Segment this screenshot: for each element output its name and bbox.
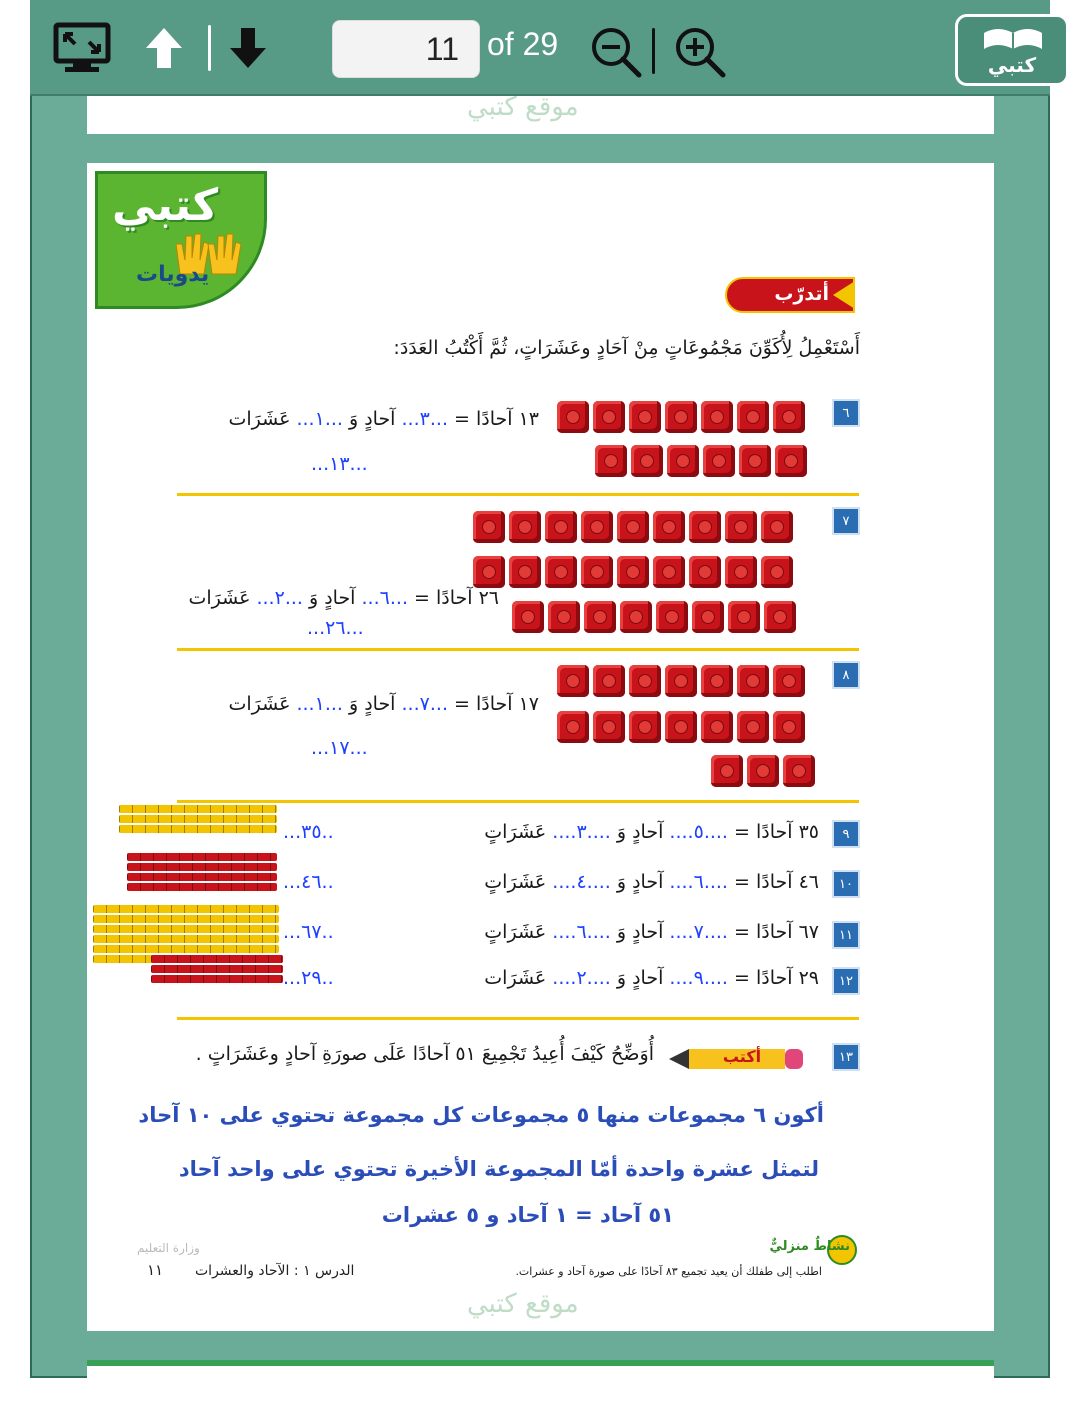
tens-rod <box>93 915 279 923</box>
lesson-footer: الدرس ١ : الآحاد والعشرات <box>195 1263 355 1279</box>
tens-rod <box>127 883 277 891</box>
ones-answer: ....٩.... <box>669 967 728 989</box>
tens-label: عَشَرَاتٍ <box>484 871 553 893</box>
unit-block <box>593 665 625 697</box>
practice-label: أتدرّب <box>774 283 829 305</box>
badge-subtitle: يدويات <box>136 262 210 287</box>
tens-rod <box>119 805 277 813</box>
unit-block <box>545 511 577 543</box>
exercise-text: ٢٩ آحادًا = <box>727 967 819 989</box>
unit-block <box>617 556 649 588</box>
unit-block <box>620 601 652 633</box>
unit-block <box>703 445 735 477</box>
unit-block <box>761 556 793 588</box>
unit-block <box>725 511 757 543</box>
exercise-number: ١٢ <box>832 967 860 995</box>
screen-mode-icon[interactable] <box>52 22 112 74</box>
unit-block <box>701 711 733 743</box>
page-count-label: of 29 <box>487 26 559 62</box>
tens-answer: ....٣.... <box>552 821 611 843</box>
unit-block <box>581 511 613 543</box>
exercise-text: ١٧ آحادًا = <box>447 693 539 715</box>
section-divider <box>177 493 859 496</box>
unit-block <box>593 401 625 433</box>
unit-block <box>737 401 769 433</box>
exercise-line <box>484 871 819 893</box>
zoom-out-icon[interactable] <box>588 24 644 80</box>
unit-block <box>773 711 805 743</box>
q13-answer-line-3: ٥١ آحاد = ١ آحاد و ٥ عشرات <box>381 1203 674 1227</box>
unit-block <box>595 445 627 477</box>
tens-rod <box>93 925 279 933</box>
exercise-line <box>484 921 819 943</box>
exercise-number: ١٣ <box>832 1043 860 1071</box>
unit-blocks-row <box>473 556 793 588</box>
arrow-up-icon[interactable] <box>142 26 186 70</box>
unit-block <box>512 601 544 633</box>
exercise-line <box>484 821 819 843</box>
exercise-number: ٧ <box>832 507 860 535</box>
tens-answer: ....٤.... <box>552 871 611 893</box>
unit-block <box>617 511 649 543</box>
kutubi-logo-button[interactable] <box>955 14 1069 86</box>
next-page-strip <box>87 1360 994 1378</box>
ones-label: آحادٍ وَ <box>610 967 670 989</box>
unit-block <box>473 511 505 543</box>
unit-blocks-row <box>711 755 815 787</box>
exercise-text: ٣٥ آحادًا = <box>727 821 819 843</box>
page-number: ١١ <box>147 1261 164 1279</box>
ministry-logo-text: وزارة التعليم <box>137 1241 200 1255</box>
unit-block <box>692 601 724 633</box>
unit-blocks-row <box>557 711 805 743</box>
tens-rod <box>151 955 283 963</box>
unit-block <box>783 755 815 787</box>
unit-block <box>665 401 697 433</box>
unit-block <box>509 556 541 588</box>
tens-label: عَشَرَات <box>228 408 297 430</box>
unit-block <box>701 401 733 433</box>
previous-page-strip <box>87 96 994 134</box>
manipulatives-badge <box>95 171 267 309</box>
unit-block <box>548 601 580 633</box>
home-activity-text: اطلب إلى طفلك أن يعيد تجميع ٨٣ آحادًا على صورة آحاد و عشرات. <box>515 1265 822 1278</box>
ones-answer: ...٣... <box>401 408 448 430</box>
ones-label: آحادٍ وَ <box>342 693 402 715</box>
unit-block <box>656 601 688 633</box>
unit-block <box>629 711 661 743</box>
exercise-text: ٤٦ آحادًا = <box>727 871 819 893</box>
ones-label: آحادٍ وَ <box>610 871 670 893</box>
total-answer: ..٢٩... <box>283 967 334 989</box>
unit-block <box>689 556 721 588</box>
unit-blocks-row <box>512 601 796 633</box>
toolbar-separator <box>208 25 211 71</box>
unit-block <box>653 556 685 588</box>
unit-block <box>631 445 663 477</box>
unit-block <box>728 601 760 633</box>
arrow-left-icon <box>829 279 857 311</box>
tens-label: عَشَرَاتٍ <box>484 921 553 943</box>
unit-block <box>773 665 805 697</box>
unit-block <box>581 556 613 588</box>
arrow-down-icon[interactable] <box>226 26 270 70</box>
exercise-text: ١٣ آحادًا = <box>447 408 539 430</box>
book-icon <box>980 23 1046 53</box>
unit-blocks-row <box>557 401 805 433</box>
unit-block <box>775 445 807 477</box>
tens-label: عَشَرَاتٍ <box>484 821 553 843</box>
section-divider <box>177 648 859 651</box>
exercise-number: ٨ <box>832 661 860 689</box>
unit-block <box>557 711 589 743</box>
tens-label: عَشَرَات <box>228 693 297 715</box>
exercise-text: ٢٦ آحادًا = <box>407 587 499 609</box>
total-answer: ..٣٥... <box>283 821 334 843</box>
tens-answer: ...٢... <box>256 587 303 609</box>
tens-answer: ...١... <box>296 693 343 715</box>
tens-answer: ....٦.... <box>552 921 611 943</box>
unit-block <box>557 665 589 697</box>
tens-rod <box>151 965 283 973</box>
tens-rods-red <box>127 853 277 893</box>
tens-label: عَشَرَات <box>188 587 257 609</box>
watermark-top: موقع كتبي <box>467 96 579 122</box>
page-number-input[interactable]: 11 <box>332 20 480 78</box>
unit-block <box>725 556 757 588</box>
unit-block <box>737 711 769 743</box>
exercise-line <box>228 693 539 715</box>
unit-block <box>667 445 699 477</box>
total-answer: ...١٧... <box>311 737 368 759</box>
tens-rods-yellow <box>119 805 277 835</box>
q13-answer-line-2: لتمثل عشرة واحدة أمّا المجموعة الأخيرة تحتوي على واحد آحاد <box>178 1157 819 1181</box>
tens-rod <box>127 873 277 881</box>
badge-logo: كتبي <box>112 180 219 231</box>
total-answer: ...١٣... <box>311 453 368 475</box>
tens-rod <box>127 853 277 861</box>
ones-label: آحادٍ وَ <box>610 821 670 843</box>
unit-block <box>509 511 541 543</box>
home-activity-label: نشاطٌ منزليٌّ <box>769 1239 850 1254</box>
exercise-number: ١٠ <box>832 870 860 898</box>
tens-answer: ....٢.... <box>552 967 611 989</box>
section-divider <box>177 1017 859 1020</box>
exercise-line <box>228 408 539 430</box>
unit-block <box>557 401 589 433</box>
q13-question: أُوَضِّحُ كَيْفَ أُعِيدُ تَجْمِيعَ ٥١ آحادًا عَلَى صورَةِ آحادٍ وعَشَرَاتٍ . <box>195 1043 654 1065</box>
unit-block <box>629 401 661 433</box>
write-label: أكتب <box>722 1047 762 1066</box>
tens-rod <box>127 863 277 871</box>
tens-answer: ...١... <box>296 408 343 430</box>
logo-label: كتبي <box>987 53 1037 77</box>
unit-block <box>761 511 793 543</box>
tens-rod <box>93 935 279 943</box>
ones-answer: ....٦.... <box>669 871 728 893</box>
q13-answer-line-1: أكون ٦ مجموعات منها ٥ مجموعات كل مجموعة تحتوي على ١٠ آحاد <box>138 1103 824 1127</box>
exercise-text: ٦٧ آحادًا = <box>727 921 819 943</box>
unit-block <box>773 401 805 433</box>
unit-block <box>653 511 685 543</box>
tens-rod <box>93 905 279 913</box>
write-pencil-label <box>667 1045 805 1073</box>
ones-answer: ....٧.... <box>669 921 728 943</box>
exercise-number: ١١ <box>832 921 860 949</box>
unit-block <box>711 755 743 787</box>
unit-block <box>689 511 721 543</box>
unit-blocks-row <box>557 665 805 697</box>
exercise-line <box>484 967 819 989</box>
total-answer: ..٦٧... <box>283 921 334 943</box>
tens-rod <box>119 815 277 823</box>
reader-toolbar <box>30 0 1050 96</box>
tens-rod <box>93 945 279 953</box>
unit-block <box>473 556 505 588</box>
exercise-line <box>188 587 499 609</box>
unit-blocks-row <box>595 445 807 477</box>
unit-block <box>584 601 616 633</box>
unit-block <box>593 711 625 743</box>
practice-banner <box>725 277 855 313</box>
exercise-number: ٦ <box>832 399 860 427</box>
instruction-text: أَسْتَعْمِلُ لِأُكَوِّنَ مَجْمُوعَاتٍ مِنْ آحَادٍ وعَشَرَاتٍ، ثُمَّ أَكْتُبُ العَدَدَ: <box>393 337 860 359</box>
ones-label: آحادٍ وَ <box>342 408 402 430</box>
unit-block <box>665 711 697 743</box>
tens-rod <box>151 975 283 983</box>
ones-answer: ...٦... <box>361 587 408 609</box>
zoom-in-icon[interactable] <box>672 24 728 80</box>
unit-block <box>739 445 771 477</box>
ones-label: آحادٍ وَ <box>302 587 362 609</box>
ones-answer: ....٥.... <box>669 821 728 843</box>
unit-block <box>665 665 697 697</box>
unit-block <box>747 755 779 787</box>
tens-label: عَشَرَات <box>484 967 553 989</box>
unit-block <box>737 665 769 697</box>
ones-answer: ...٧... <box>401 693 448 715</box>
tens-rods-red <box>151 955 283 985</box>
tens-rod <box>119 825 277 833</box>
book-page <box>87 163 994 1331</box>
ones-label: آحادٍ وَ <box>610 921 670 943</box>
toolbar-separator-2 <box>652 28 655 74</box>
watermark-bottom: موقع كتبي <box>467 1289 579 1319</box>
unit-block <box>701 665 733 697</box>
unit-block <box>629 665 661 697</box>
unit-block <box>764 601 796 633</box>
total-answer: ..٤٦... <box>283 871 334 893</box>
unit-blocks-row <box>473 511 793 543</box>
unit-block <box>545 556 577 588</box>
section-divider <box>177 800 859 803</box>
total-answer: ...٢٦... <box>307 617 364 639</box>
exercise-number: ٩ <box>832 820 860 848</box>
